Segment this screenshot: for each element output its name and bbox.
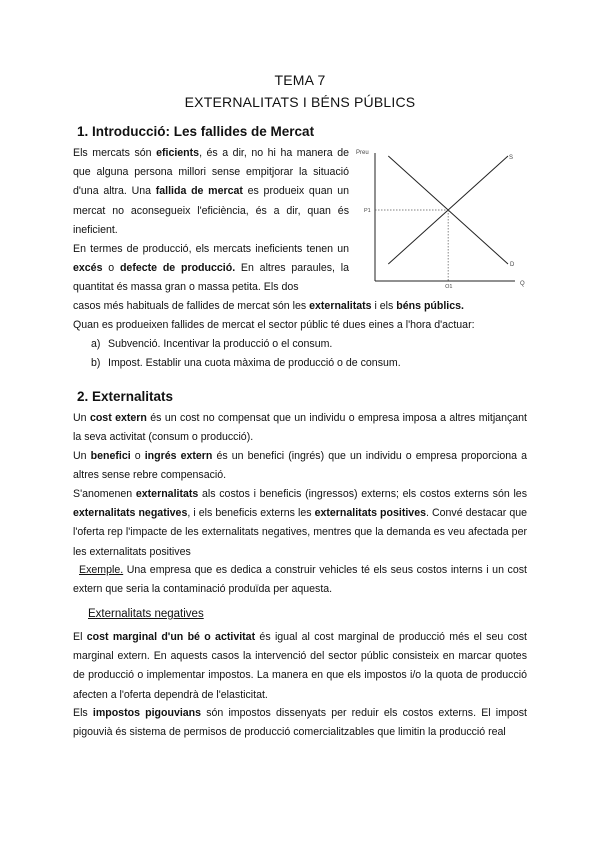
ext-paragraph-2: [73, 447, 527, 485]
list-item: [91, 354, 401, 373]
text-run: Els: [73, 707, 93, 719]
bold-term: defecte de producció.: [119, 262, 236, 275]
document-title: TEMA 7: [274, 72, 326, 88]
bold-term: eficients: [156, 147, 200, 159]
bold-term: cost extern: [89, 412, 147, 424]
bold-term: externalitats negatives: [73, 507, 188, 520]
section-2-heading: 2. Externalitats: [77, 389, 174, 404]
text-run: En altres paraules, la quantitat és massa gran o massa petita. Els dos: [73, 262, 349, 294]
text-run: . Convé destacar que l'oferta rep l'impacte de les externalitats negatives, mentres que la demanda es veu afectada per les externalitats positives: [73, 507, 528, 558]
example-paragraph: [73, 561, 527, 599]
bold-term: benefici: [90, 450, 131, 462]
text-run: als costos i beneficis (ingressos) externs; els costos externs són les: [198, 488, 527, 500]
underlined-label: Exemple.: [79, 564, 124, 576]
text-run: Un: [73, 450, 91, 462]
intro-paragraph-1: [73, 144, 349, 240]
text-run: Una empresa que es dedica a construir vehicles té els seus costos interns i un cost extern que seria la contaminació produïda per aquesta.: [73, 564, 527, 596]
intro-paragraph-2-cont: [73, 297, 527, 316]
list-marker: b): [91, 357, 101, 369]
demand-curve-label: D: [510, 262, 515, 268]
text-run: El: [73, 631, 87, 643]
bold-term: externalitats positives: [314, 507, 426, 520]
text-run: , és a dir, no hi ha manera de que alguna persona millori sense empitjorar la situació d'una altra. Una: [73, 147, 349, 198]
text-run: o: [130, 450, 145, 462]
text-run: i els: [371, 300, 397, 312]
text-run: , i els beneficis externs les: [187, 507, 315, 520]
text-run: Els mercats són: [73, 147, 157, 159]
ext-paragraph-5: [73, 628, 527, 705]
section-1-heading: 1. Introducció: Les fallides de Mercat: [77, 124, 315, 139]
chart-x-label: Q: [520, 281, 525, 287]
text-run: és igual al cost marginal de producció més el seu cost marginal extern. En aquests casos la intervenció del sector públic consisteix en marcar quotes de producció o implementar impostos. La manera en que els impostos i/o la quota de producció afecten a l'oferta dependrà de l'elasticitat.: [73, 631, 527, 701]
supply-demand-chart: [353, 148, 533, 288]
bold-term: impostos pigouvians: [92, 707, 202, 719]
text-run: Un: [73, 412, 90, 424]
text-run: és un cost no compensat que un individu o empresa imposa a altres mitjançant la seva activitat (consum o producció).: [73, 412, 527, 444]
quantity-tick-label: Q1: [445, 284, 453, 288]
document-subtitle: EXTERNALITATS I BÉNS PÚBLICS: [184, 94, 416, 110]
list-text: Subvenció. Incentivar la producció o el consum.: [108, 338, 333, 350]
text-run: casos més habituals de fallides de mercat són les: [73, 300, 310, 312]
ext-paragraph-1: [73, 409, 527, 447]
bold-term: externalitats: [135, 488, 199, 500]
bold-term: externalitats: [309, 300, 372, 312]
ext-paragraph-6: [73, 704, 527, 742]
chart-y-label: Preu: [356, 150, 369, 156]
list-marker: a): [91, 338, 101, 350]
text-run: En termes de producció, els mercats ineficients tenen un: [73, 243, 349, 255]
text-run: són impostos dissenyats per reduir els costos externs. El impost pigouvià és sistema de permisos de producció comercialitzables que limitin la producció real: [73, 707, 527, 739]
text-run: és un benefici (ingrés) que un individu o empresa proporciona a altres sense rebre compensació.: [73, 450, 527, 482]
bold-term: cost marginal d'un bé o activitat: [86, 631, 256, 643]
text-run: S'anomenen: [73, 488, 136, 500]
price-tick-label: P1: [364, 208, 371, 214]
list-item: [91, 335, 332, 354]
text-run: es produeix quan un mercat no aconsegueix l'eficiència, és a dir, quan és ineficient.: [73, 185, 349, 236]
supply-curve-label: S: [509, 155, 514, 161]
ext-paragraph-3: [73, 485, 527, 562]
bold-term: ingrés extern: [144, 450, 213, 462]
bold-term: béns públics.: [396, 300, 464, 312]
intro-paragraph-2: [73, 240, 349, 298]
list-text: Impost. Establir una cuota màxima de producció o de consum.: [108, 357, 401, 369]
bold-term: excés: [73, 262, 103, 275]
bold-term: fallida de mercat: [155, 185, 243, 198]
intro-paragraph-3: Quan es produeixen fallides de mercat el sector públic té dues eines a l'hora d'actuar:: [73, 319, 475, 331]
subsection-heading: Externalitats negatives: [88, 608, 204, 620]
text-run: o: [102, 262, 120, 275]
